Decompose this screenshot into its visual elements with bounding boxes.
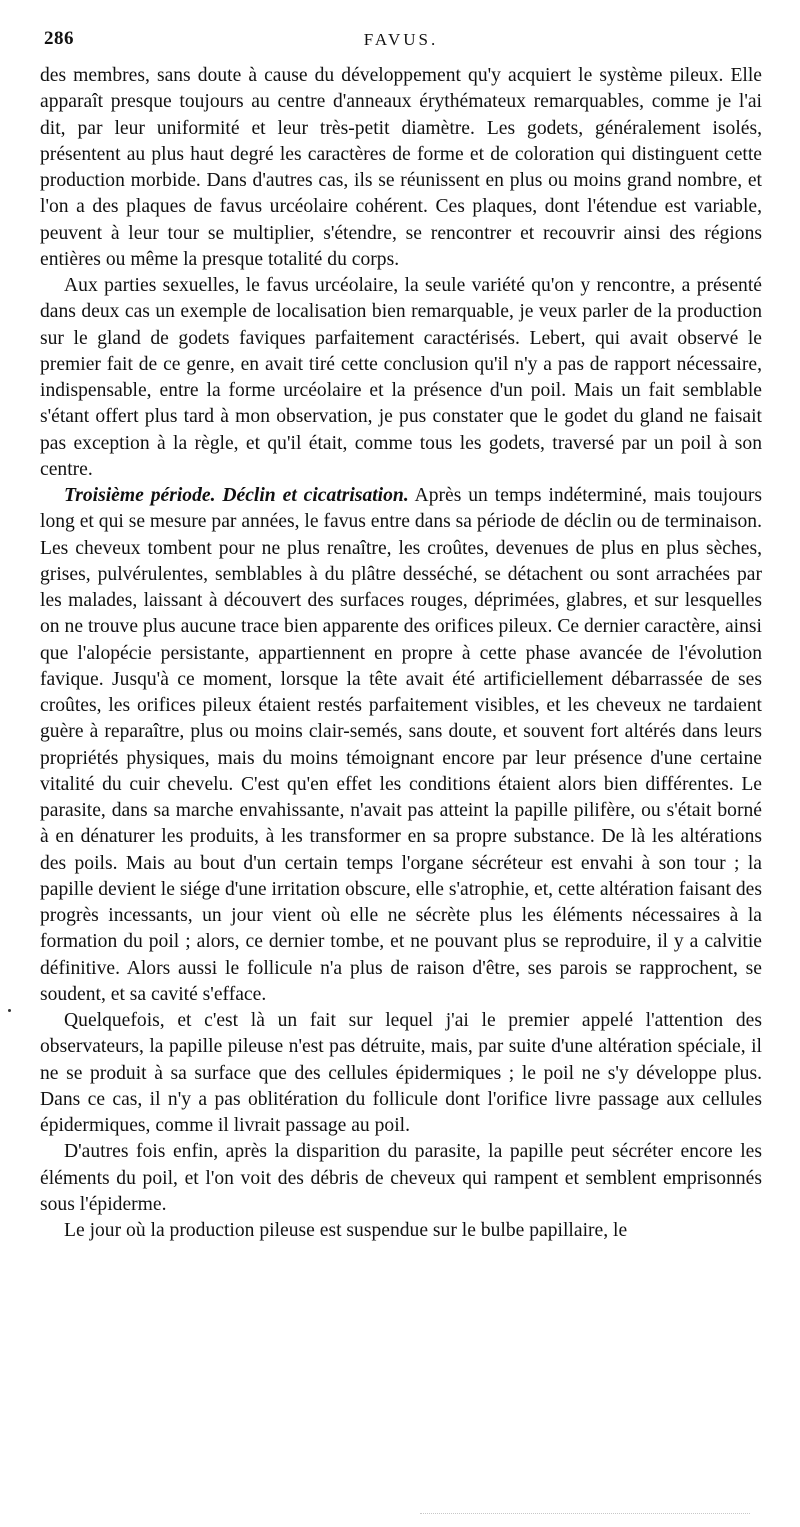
paragraph-continued	[40, 63, 762, 273]
paragraph-text: Aux parties sexuelles, le favus urcéolaire, la seule variété qu'on y rencontre, a présenté dans deux cas un exemple de localisation bien remarquable, je veux parler de la production sur le gland de godets faviques parfaitement caractérisés. Lebert, qui avait observé le premier fait de ce genre, en avait tiré cette conclusion qu'il n'y a pas de rapport nécessaire, indispensable, entre la forme urcéolaire et la présence d'un poil. Mais un fait semblable s'étant offert plus tard à mon observation, je pus constater que le godet du gland ne faisait pas exception à la règle, et qu'il était, comme tous les godets, traversé par un poil à son centre.	[40, 275, 762, 480]
paragraph-text: Le jour où la production pileuse est suspendue sur le bulbe papillaire, le	[64, 1220, 628, 1241]
paragraph-text: des membres, sans doute à cause du développement qu'y acquiert le système pileux. Elle apparaît presque toujours au centre d'anneaux érythémateux remarquables, comme je l'ai dit, par leur uniformité et leur très-petit diamètre. Les godets, généralement isolés, présentent au plus haut degré les caractères de forme et de coloration qui distinguent cette production morbide. Dans d'autres cas, ils se réunissent en plus ou moins grand nombre, et l'on a des plaques de favus urcéolaire cohérent. Ces plaques, dont l'étendue est variable, peuvent à leur tour se multiplier, s'étendre, se rencontrer et recouvrir ainsi des régions entières ou même la presque totalité du corps.	[40, 65, 762, 270]
ink-speck	[8, 1009, 11, 1012]
paragraph-final-fragment	[40, 1218, 762, 1244]
running-title: FAVUS.	[363, 30, 439, 49]
page-number: 286	[44, 28, 74, 49]
paragraph-other-times	[40, 1139, 762, 1218]
paragraph-text: D'autres fois enfin, après la disparition du parasite, la papille peut sécréter encore les éléments du poil, et l'on voit des débris de cheveux qui rampent et semblent emprisonnés sous l'épiderme.	[40, 1141, 762, 1215]
paragraph-sexual-parts	[40, 273, 762, 483]
paragraph-text: Quelquefois, et c'est là un fait sur lequel j'ai le premier appelé l'attention des observateurs, la papille pileuse n'est pas détruite, mais, par suite d'une altération spéciale, il ne se produit à sa surface que des cellules épidermiques ; le poil ne s'y développe plus. Dans ce cas, il n'y a pas oblitération du follicule dont l'orifice livre passage aux cellules épidermiques, comme il livrait passage au poil.	[40, 1010, 762, 1136]
running-header	[40, 28, 762, 58]
dotted-rule	[420, 1513, 750, 1514]
body-text	[40, 63, 762, 1244]
paragraph-third-period	[40, 483, 762, 1008]
section-heading: Troisième période. Déclin et cicatrisation.	[64, 485, 409, 506]
paragraph-sometimes	[40, 1008, 762, 1139]
paragraph-text: Après un temps indéterminé, mais toujours long et qui se mesure par années, le favus entre dans sa période de déclin ou de terminaison. Les cheveux tombent pour ne plus renaître, les croûtes, devenues de plus en plus sèches, grises, pulvérulentes, semblables à du plâtre desséché, se détachent ou sont arrachées par les malades, laissant à découvert des surfaces rouges, déprimées, glabres, et sur lesquelles on ne trouve plus aucune trace bien apparente des orifices pileux. Ce dernier caractère, ainsi que l'alopécie persistante, appartiennent en propre à cette phase avancée de l'évolution favique. Jusqu'à ce moment, lorsque la tête avait été artificiellement débarrassée de ses croûtes, les orifices pileux étaient restés parfaitement visibles, et les cheveux ne tardaient guère à reparaître, plus ou moins clair-semés, sans doute, et souvent fort altérés dans leurs propriétés physiques, mais du moins témoignant encore par leur présence d'une certaine vitalité du cuir chevelu. C'est qu'en effet les conditions étaient alors bien différentes. Le parasite, dans sa marche envahissante, n'avait pas atteint la papille pilifère, ou s'était borné à en dénaturer les produits, à les transformer en sa propre substance. De là les altérations des poils. Mais au bout d'un certain temps l'organe sécréteur est envahi à son tour ; la papille devient le siége d'une irritation obscure, elle s'atrophie, et, cette altération faisant des progrès incessants, un jour vient où elle ne sécrète plus les éléments nécessaires à la formation du poil ; alors, ce dernier tombe, et ne pouvant plus se reproduire, il y a calvitie définitive. Alors aussi le follicule n'a plus de raison d'être, ses parois se rapprochent, se soudent, et sa cavité s'efface.	[40, 485, 763, 1005]
